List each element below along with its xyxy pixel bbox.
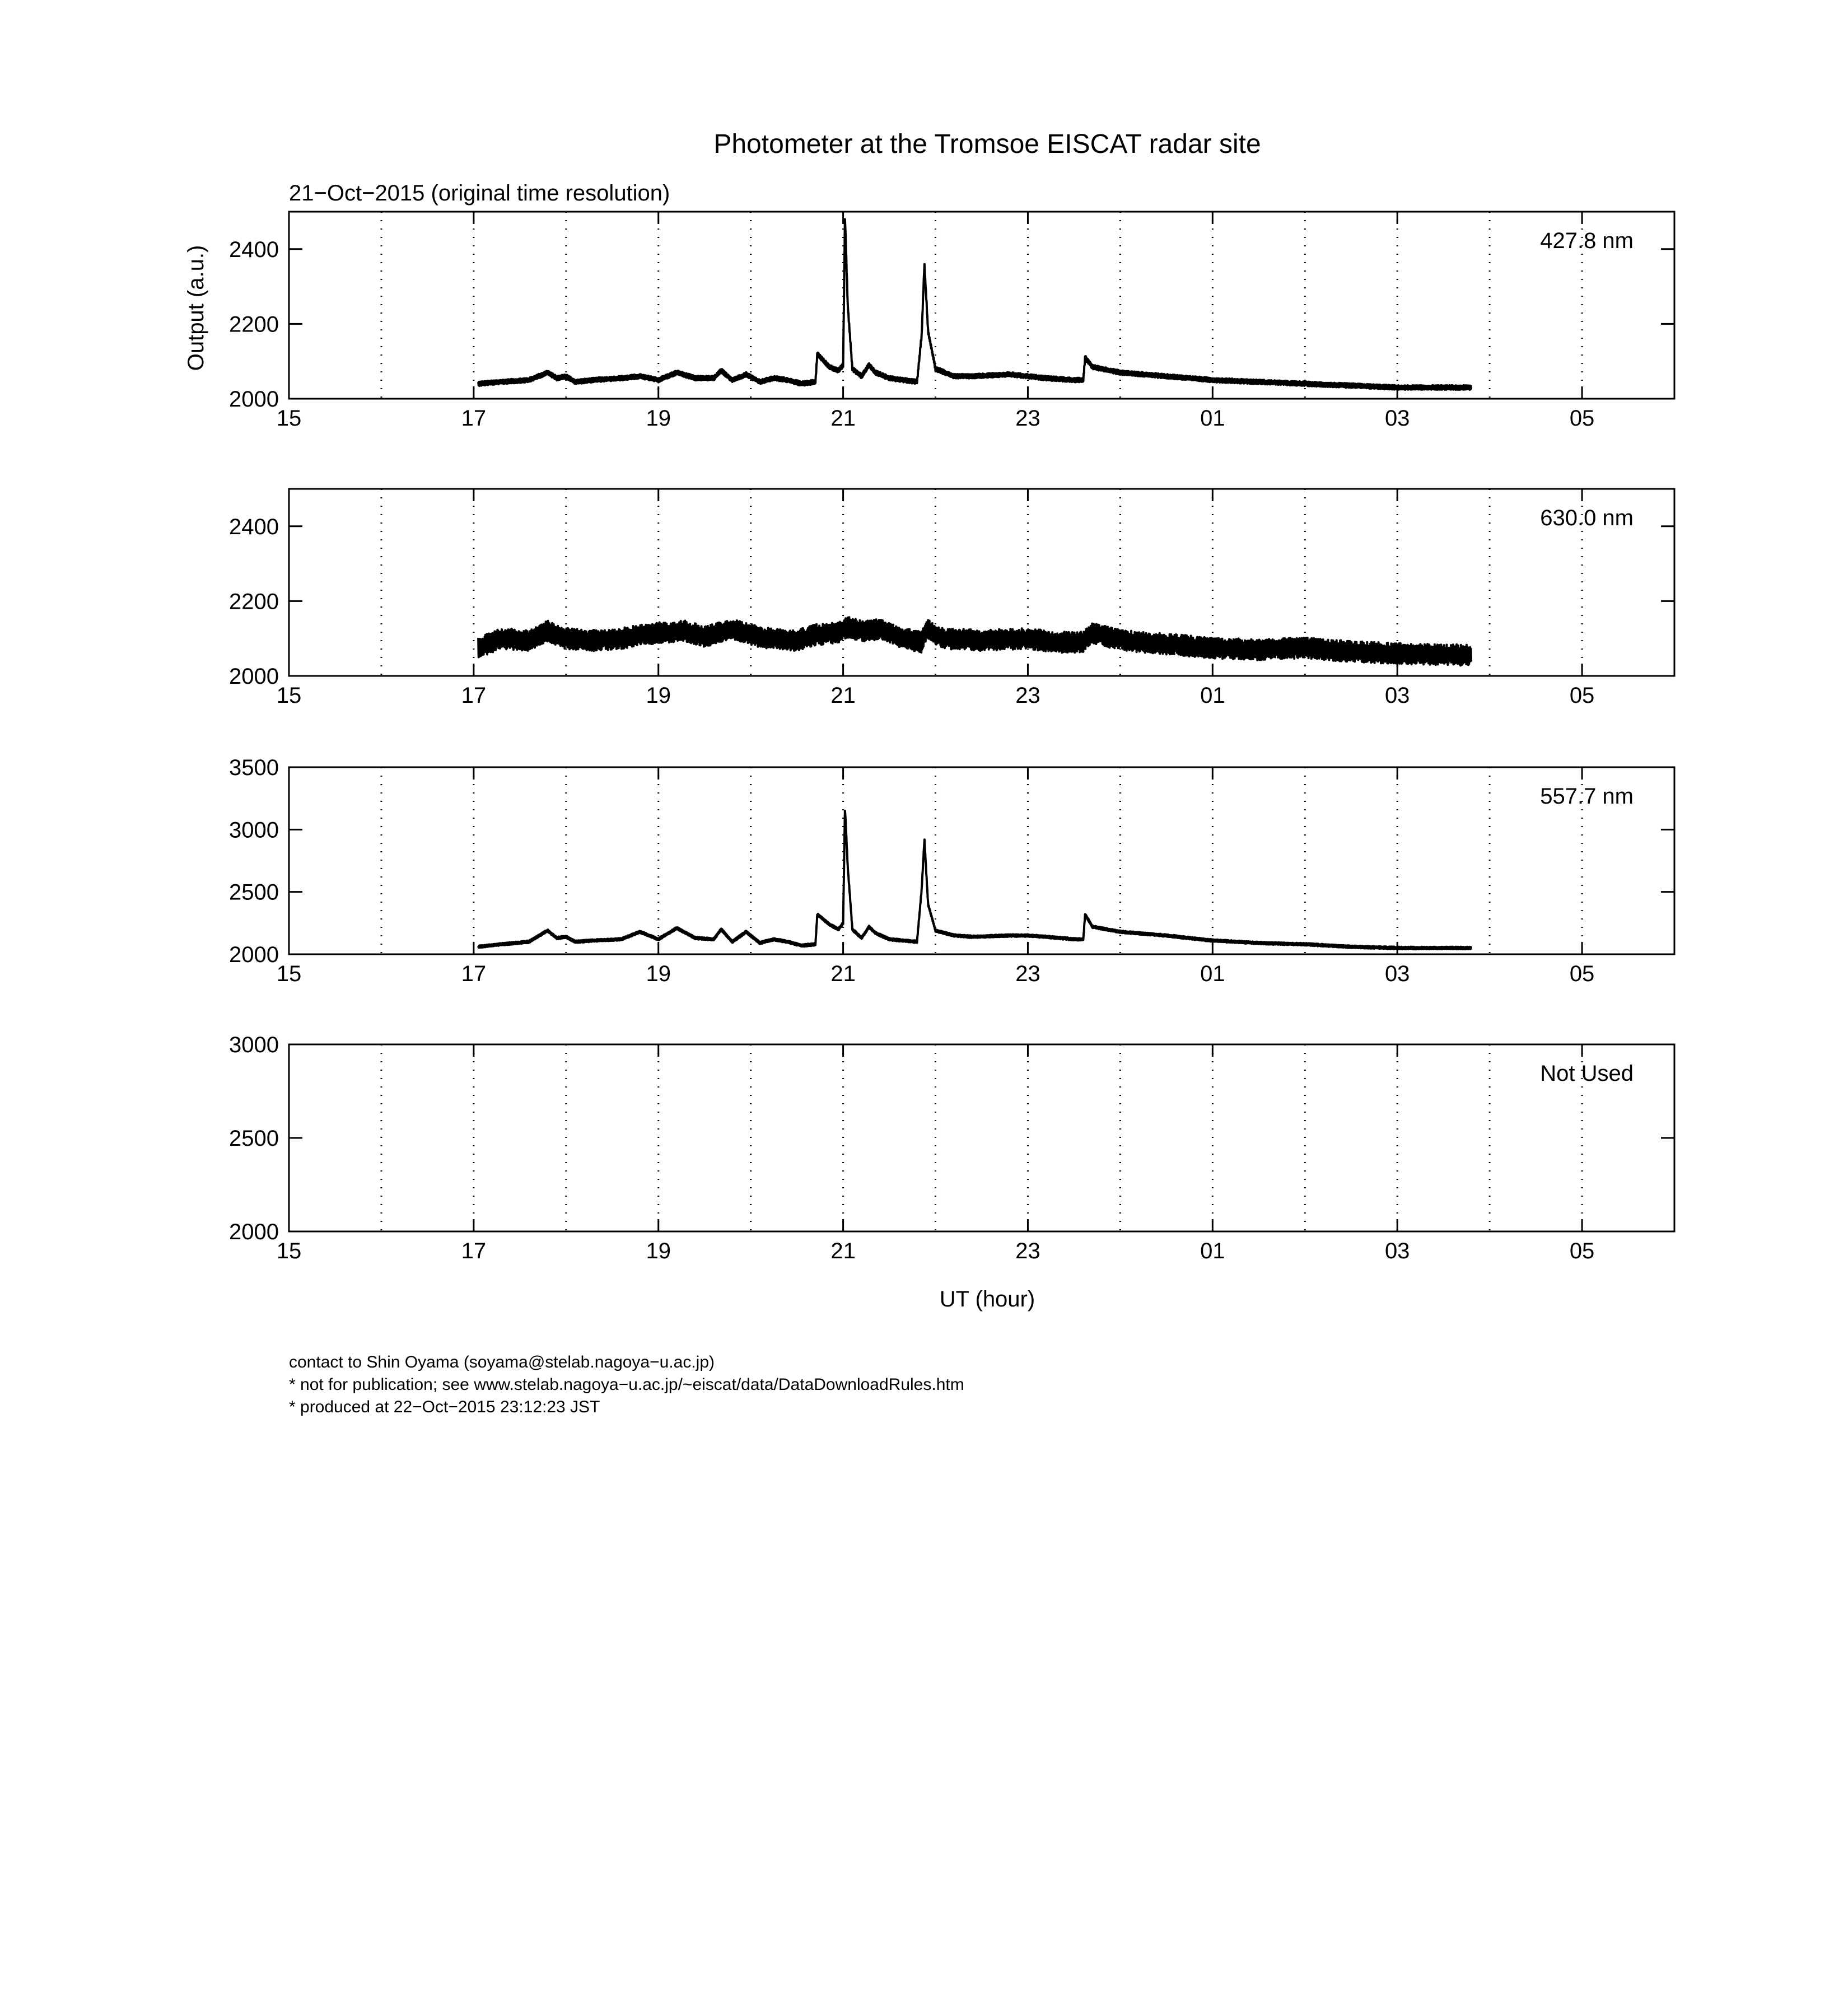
y-tick-label: 2000	[229, 1220, 279, 1244]
y-tick-label: 2500	[229, 1126, 279, 1151]
x-tick-label: 21	[830, 406, 856, 431]
x-tick-label: 01	[1200, 406, 1225, 431]
y-tick-label: 2200	[229, 312, 279, 337]
y-tick-label: 2400	[229, 237, 279, 262]
x-tick-label: 05	[1569, 962, 1595, 986]
x-tick-label: 05	[1569, 1239, 1595, 1263]
series-line	[478, 220, 1471, 390]
footer	[289, 1351, 964, 1418]
y-tick-label: 2000	[229, 387, 279, 412]
x-tick-label: 15	[276, 1239, 302, 1263]
y-tick-label: 3000	[229, 1033, 279, 1057]
x-tick-label: 01	[1200, 1239, 1225, 1263]
x-tick-label: 15	[276, 962, 302, 986]
x-tick-label: 21	[830, 1239, 856, 1263]
panel-1	[229, 212, 1674, 431]
x-tick-label: 03	[1384, 962, 1410, 986]
x-tick-label: 19	[646, 962, 671, 986]
x-tick-label: 17	[461, 406, 487, 431]
series-line	[478, 617, 1471, 665]
y-tick-label: 2000	[229, 664, 279, 689]
y-axis-label: Output (a.u.)	[184, 245, 208, 371]
x-tick-label: 19	[646, 406, 671, 431]
y-tick-label: 2400	[229, 514, 279, 539]
panel-label: 630.0 nm	[1540, 506, 1634, 530]
x-tick-label: 03	[1384, 406, 1410, 431]
footer-rules: * not for publication; see www.stelab.nagoya−u.ac.jp/~eiscat/data/DataDownloadRules.htm	[289, 1375, 964, 1394]
y-tick-label: 2500	[229, 880, 279, 905]
panel-label: 557.7 nm	[1540, 784, 1634, 809]
panel-4	[229, 1033, 1674, 1263]
x-tick-label: 23	[1015, 683, 1040, 708]
panel-label: Not Used	[1540, 1061, 1634, 1086]
panel-2	[229, 489, 1674, 708]
axes-frame	[289, 212, 1674, 399]
x-tick-label: 23	[1015, 962, 1040, 986]
x-tick-label: 19	[646, 1239, 671, 1263]
y-tick-label: 2000	[229, 942, 279, 967]
x-tick-label: 05	[1569, 683, 1595, 708]
x-tick-label: 15	[276, 406, 302, 431]
x-tick-label: 21	[830, 683, 856, 708]
x-axis-label: UT (hour)	[939, 1287, 1035, 1312]
panel-label: 427.8 nm	[1540, 228, 1634, 253]
x-tick-label: 01	[1200, 962, 1225, 986]
footer-produced: * produced at 22−Oct−2015 23:12:23 JST	[289, 1398, 600, 1416]
x-tick-label: 23	[1015, 406, 1040, 431]
panel-3	[229, 755, 1674, 986]
y-tick-label: 2200	[229, 589, 279, 614]
x-tick-label: 19	[646, 683, 671, 708]
panels	[229, 212, 1674, 1263]
x-tick-label: 17	[461, 1239, 487, 1263]
x-tick-label: 17	[461, 683, 487, 708]
x-tick-label: 05	[1569, 406, 1595, 431]
x-tick-label: 03	[1384, 683, 1410, 708]
x-tick-label: 15	[276, 683, 302, 708]
chart-title: Photometer at the Tromsoe EISCAT radar site	[713, 129, 1261, 159]
chart-subtitle: 21−Oct−2015 (original time resolution)	[289, 181, 670, 206]
footer-contact: contact to Shin Oyama (soyama@stelab.nagoya−u.ac.jp)	[289, 1353, 715, 1371]
series-line	[478, 811, 1471, 949]
y-tick-label: 3500	[229, 755, 279, 780]
x-tick-label: 23	[1015, 1239, 1040, 1263]
axes-frame	[289, 1044, 1674, 1231]
y-tick-label: 3000	[229, 818, 279, 843]
x-tick-label: 01	[1200, 683, 1225, 708]
x-tick-label: 03	[1384, 1239, 1410, 1263]
axes-frame	[289, 767, 1674, 954]
x-tick-label: 21	[830, 962, 856, 986]
x-tick-label: 17	[461, 962, 487, 986]
